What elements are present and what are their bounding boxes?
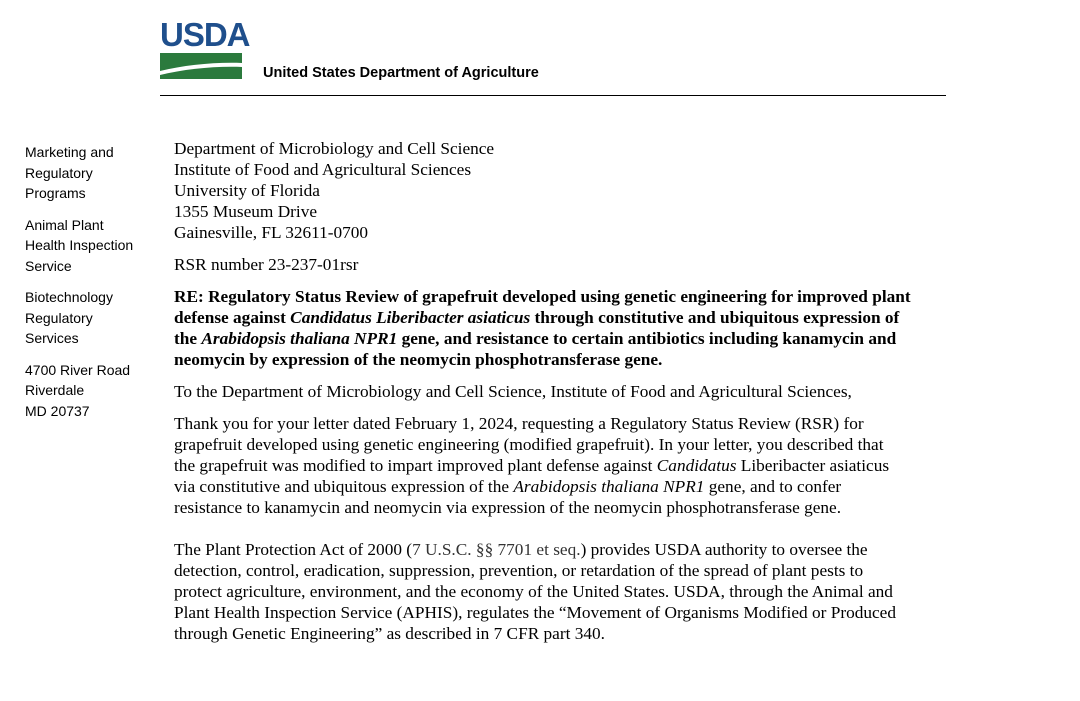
sidebar-line: Animal Plant <box>25 216 104 233</box>
paragraph-line: Thank you for your letter dated February 1, 2024, requesting a Regulatory Status Review (RSR) for <box>174 414 864 433</box>
address-line: 1355 Museum Drive <box>174 202 318 221</box>
paragraph-line: through Genetic Engineering” as described in 7 CFR part 340. <box>174 624 605 643</box>
usda-fields-icon <box>160 53 242 79</box>
paragraph-line: protect agriculture, environment, and the economy of the United States. USDA, through the Animal and <box>174 582 893 601</box>
sidebar-service-group <box>25 215 155 277</box>
sidebar-line: MD 20737 <box>25 402 90 419</box>
organism-name: Candidatus Liberibacter asiaticus <box>290 308 531 327</box>
gene-name: Arabidopsis thaliana NPR1 <box>201 329 398 348</box>
usda-logo-text: USDA <box>160 16 250 53</box>
sidebar-line: Riverdale <box>25 382 85 398</box>
gene-name: Arabidopsis thaliana NPR1 <box>513 477 705 496</box>
usda-logo <box>160 16 250 79</box>
paragraph-line: resistance to kanamycin and neomycin via expression of the neomycin phosphotransferase gene. <box>174 498 842 517</box>
paragraph-line: grapefruit developed using genetic engineering (modified grapefruit). In your letter, you described that <box>174 435 884 454</box>
department-name: United States Department of Agriculture <box>263 65 539 81</box>
sidebar-address-group <box>25 360 155 422</box>
address-line: University of Florida <box>174 181 320 200</box>
paragraph-authority <box>174 539 964 644</box>
sidebar-line: Health Inspection <box>25 237 134 253</box>
sidebar-unit-group <box>25 287 155 349</box>
subject-line <box>174 286 964 370</box>
sidebar <box>25 142 155 432</box>
statute-citation-link[interactable]: 7 U.S.C. §§ 7701 et seq. <box>412 540 581 559</box>
sidebar-line: Service <box>25 257 72 274</box>
letter-body <box>174 138 964 644</box>
paragraph-line: detection, control, eradication, suppression, prevention, or retardation of the spread of plant pests to <box>174 561 864 580</box>
paragraph-line: the grapefruit was modified to impart improved plant defense against Candidatus Liberibacter asiaticus <box>174 456 890 475</box>
address-line: Department of Microbiology and Cell Science <box>174 139 495 158</box>
sidebar-line: Biotechnology <box>25 289 113 305</box>
sidebar-line: Marketing and <box>25 144 114 160</box>
header-divider <box>160 95 946 96</box>
sidebar-line: 4700 River Road <box>25 361 131 378</box>
sidebar-line: Programs <box>25 185 86 201</box>
recipient-address <box>174 138 964 243</box>
address-line: Institute of Food and Agricultural Sciences <box>174 160 472 179</box>
sidebar-line: Regulatory <box>25 309 93 326</box>
salutation: To the Department of Microbiology and Cell Science, Institute of Food and Agricultural Sciences, <box>174 382 852 401</box>
paragraph-intro <box>174 413 964 518</box>
paragraph-line: Plant Health Inspection Service (APHIS), regulates the “Movement of Organisms Modified or Produced <box>174 603 896 622</box>
sidebar-line: Services <box>25 330 79 346</box>
paragraph-line: via constitutive and ubiquitous expression of the Arabidopsis thaliana NPR1 gene, and to confer <box>174 477 842 496</box>
paragraph-line: The Plant Protection Act of 2000 (7 U.S.C. §§ 7701 et seq.) provides USDA authority to oversee the <box>174 540 868 559</box>
address-line: Gainesville, FL 32611-0700 <box>174 223 369 242</box>
subject-text: neomycin by expression of the neomycin phosphotransferase gene. <box>174 350 663 369</box>
subject-text: RE: Regulatory Status Review of grapefruit developed using genetic engineering for improved plant <box>174 287 911 306</box>
subject-text: the Arabidopsis thaliana NPR1 gene, and resistance to certain antibiotics including kanamycin and <box>174 329 897 348</box>
sidebar-agency-group <box>25 142 155 204</box>
sidebar-line: Regulatory <box>25 164 93 181</box>
organism-name: Candidatus <box>656 456 737 475</box>
rsr-number: RSR number 23-237-01rsr <box>174 255 359 274</box>
subject-text: defense against Candidatus Liberibacter asiaticus through constitutive and ubiquitous expression of <box>174 308 900 327</box>
